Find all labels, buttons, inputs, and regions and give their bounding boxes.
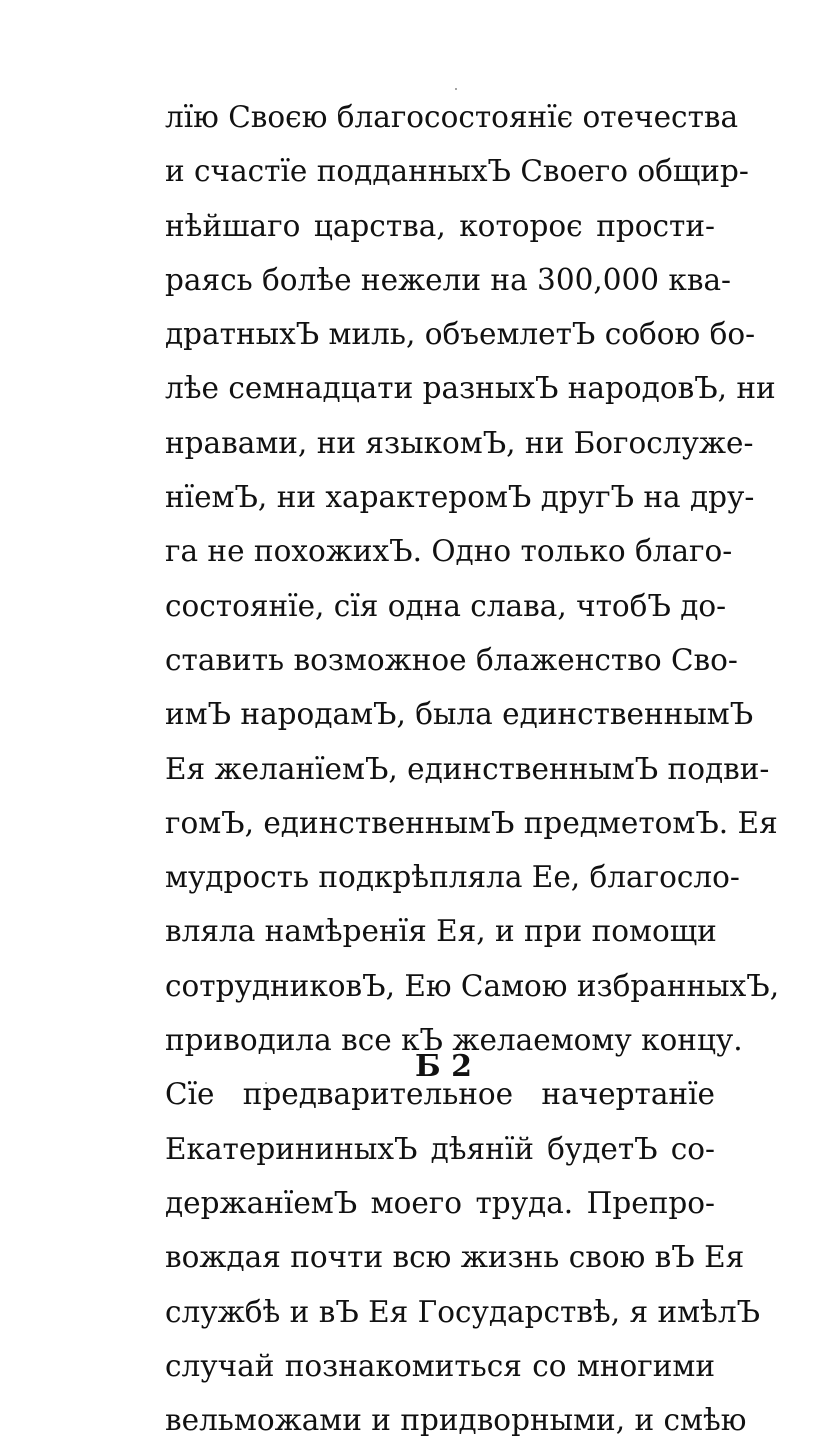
- signature-mark: Б 2: [415, 1049, 472, 1084]
- text-line: сотрудниковЪ, Ею Самою избранныхЪ,: [165, 968, 780, 1003]
- text-line: га не похожихЪ. Одно только благо-: [165, 534, 733, 569]
- text-line: имЪ народамЪ, была единственнымЪ: [165, 697, 754, 732]
- text-line: вляла намѣренїя Ея, и при помощи: [165, 914, 717, 949]
- text-line: ставить возможное блаженство Сво-: [165, 642, 738, 677]
- text-line: Ея желанїемЪ, единственнымЪ подви-: [165, 751, 770, 786]
- text-line: нравами, ни языкомЪ, ни Богослуже-: [165, 425, 754, 460]
- text-line: лѣе семнадцати разныхЪ народовЪ, ни: [165, 371, 776, 406]
- text-line: приводила все кЪ желаемому концу.: [165, 1023, 743, 1058]
- text-line: случай познакомиться со многими: [165, 1348, 715, 1383]
- text-line: вельможами и придворными, и смѣю: [165, 1403, 747, 1438]
- text-line: дратныхЪ миль, объемлетЪ собою бо-: [165, 317, 756, 352]
- text-line: состоянїе, сїя одна слава, чтобЪ до-: [165, 588, 727, 623]
- text-line: службѣ и вЪ Ея Государствѣ, я имѣлЪ: [165, 1294, 761, 1329]
- text-line: нїемЪ, ни характеромЪ другЪ на дру-: [165, 480, 755, 515]
- text-line: и счастїе подданныхЪ Своего общир-: [165, 154, 749, 189]
- text-line: раясь болѣе нежели на 300,000 ква-: [165, 262, 732, 297]
- text-line: ЕкатерининыхЪ дѣянїй будетЪ со-: [165, 1131, 715, 1166]
- text-line: лїю Своєю благосостоянїє отечества: [165, 100, 739, 134]
- text-line: гомЪ, единственнымЪ предметомЪ. Ея: [165, 805, 778, 840]
- text-line: вождая почти всю жизнь свою вЪ Ея: [165, 1240, 745, 1275]
- text-line: Сїе предварительное начертанїе: [165, 1077, 715, 1112]
- text-line: держанїемЪ моего труда. Препро-: [165, 1185, 715, 1220]
- text-line: нѣйшаго царства, котороє прости-: [165, 208, 715, 243]
- body-text: [165, 90, 780, 1447]
- text-line: мудрость подкрѣпляла Ее, благосло-: [165, 860, 740, 895]
